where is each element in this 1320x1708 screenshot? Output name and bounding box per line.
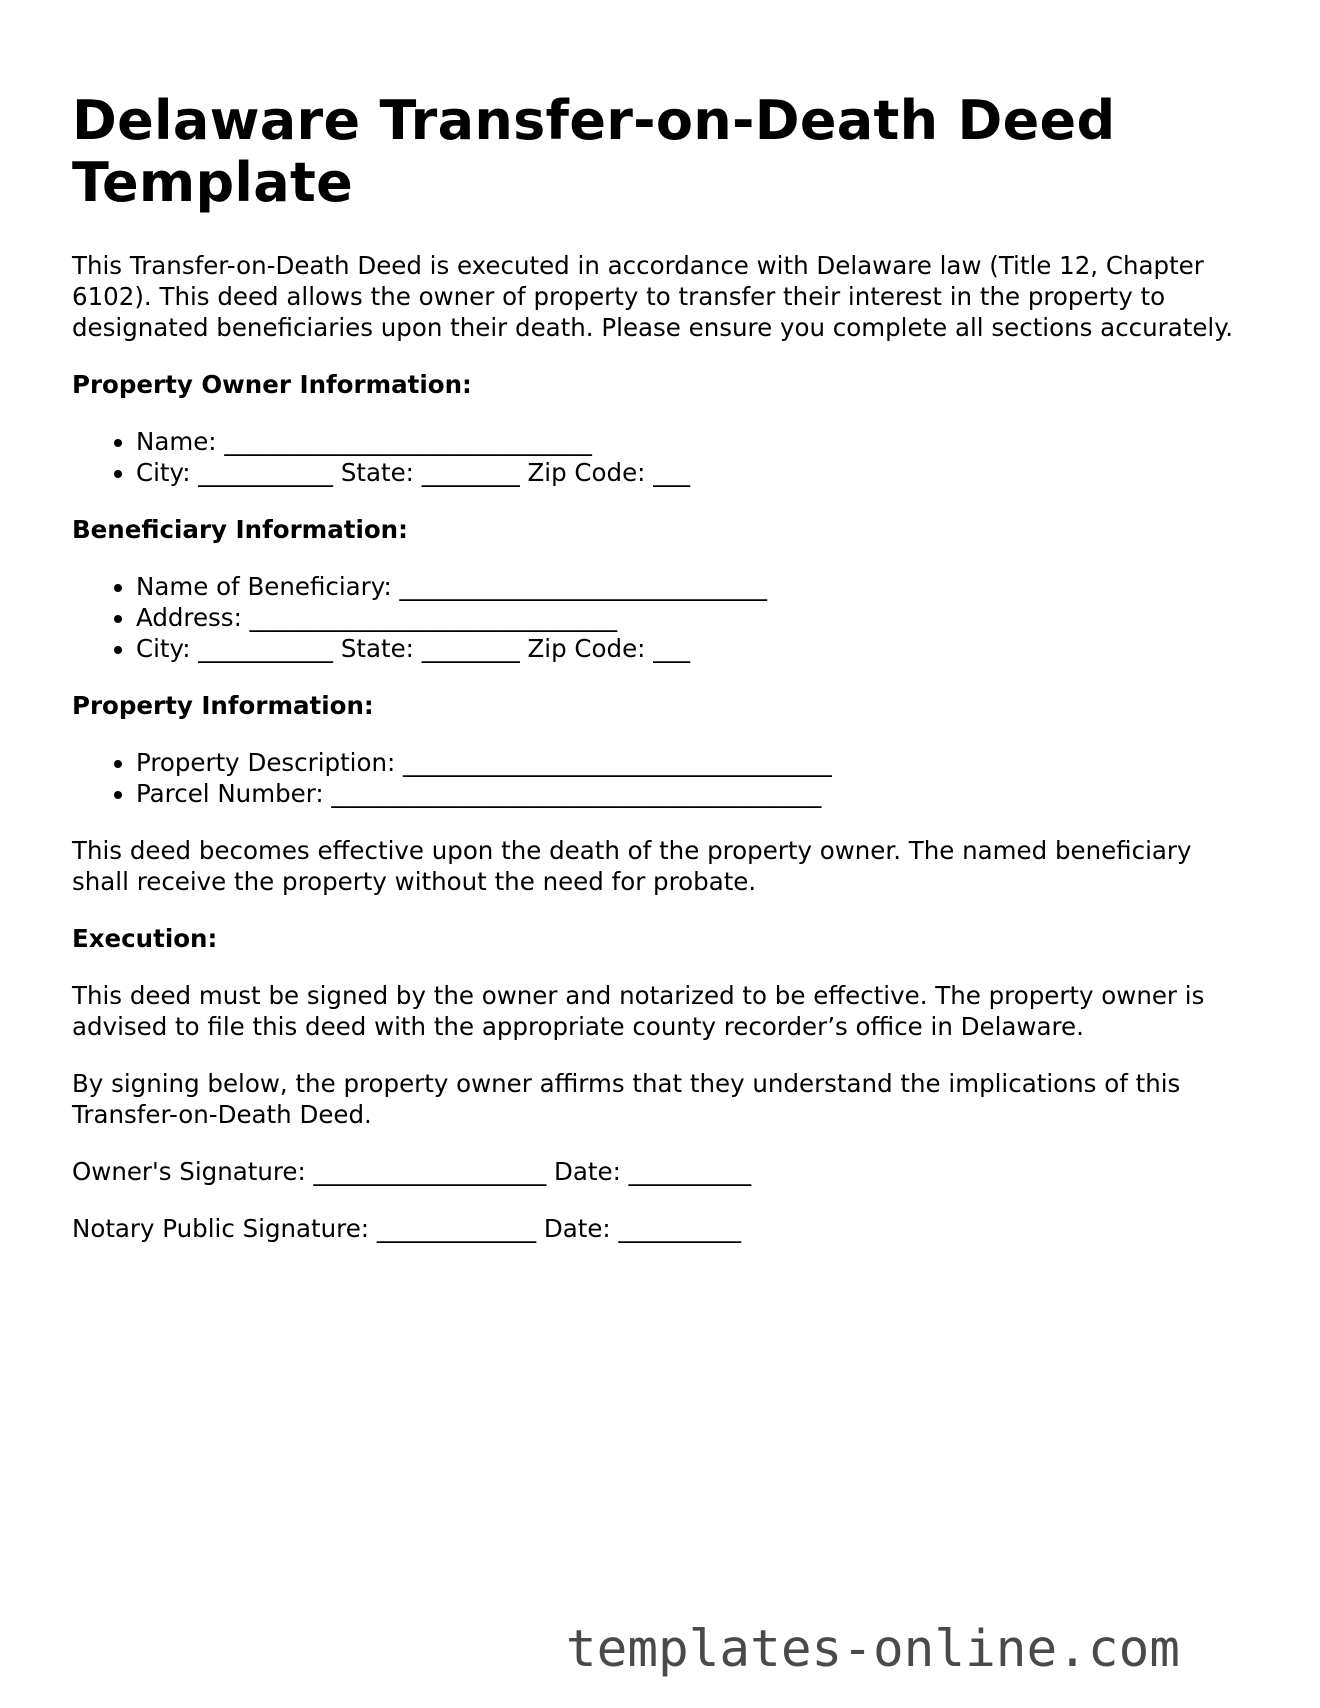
parcel-number-field: • Parcel Number: ________________________________________ bbox=[136, 778, 1252, 809]
execution-paragraph: This deed must be signed by the owner and notarized to be effective. The property owner is advised to file this deed with the appropriate county recorder’s office in Delaware. bbox=[72, 981, 1205, 1041]
watermark-text: templates-online.com bbox=[565, 1620, 1180, 1679]
effective-paragraph: This deed becomes effective upon the death of the property owner. The named beneficiary shall receive the property without the need for probate. bbox=[72, 836, 1192, 896]
execution-heading: Execution: bbox=[72, 924, 218, 953]
owner-section-heading: Property Owner Information: bbox=[72, 370, 472, 399]
beneficiary-city-state-zip-field: • City: ___________ State: ________ Zip Code: ___ bbox=[136, 633, 1252, 664]
owner-city-state-zip-field: • City: ___________ State: ________ Zip Code: ___ bbox=[136, 457, 1252, 488]
property-section-heading: Property Information: bbox=[72, 691, 374, 720]
beneficiary-fields-list bbox=[72, 571, 1252, 664]
owner-name-field: • Name: ______________________________ bbox=[136, 426, 1252, 457]
beneficiary-name-field: • Name of Beneficiary: ______________________________ bbox=[136, 571, 1252, 602]
document-page bbox=[72, 90, 1252, 1244]
owner-signature-line: Owner's Signature: ___________________ Date: __________ bbox=[72, 1157, 752, 1186]
notary-signature-line: Notary Public Signature: _____________ Date: __________ bbox=[72, 1214, 741, 1243]
beneficiary-section-heading: Beneficiary Information: bbox=[72, 515, 408, 544]
property-fields-list bbox=[72, 747, 1252, 809]
owner-fields-list bbox=[72, 426, 1252, 488]
intro-paragraph: This Transfer-on-Death Deed is executed in accordance with Delaware law (Title 12, Chapter 6102). This deed allows the owner of property to transfer their interest in the property to designated beneficiaries upon their death. Please ensure you complete all sections accurately. bbox=[72, 251, 1234, 342]
affirmation-paragraph: By signing below, the property owner affirms that they understand the implications of this Transfer-on-Death Deed. bbox=[72, 1069, 1181, 1129]
property-description-field: • Property Description: ___________________________________ bbox=[136, 747, 1252, 778]
beneficiary-address-field: • Address: ______________________________ bbox=[136, 602, 1252, 633]
page-title: Delaware Transfer-on-Death Deed Template bbox=[72, 89, 1116, 214]
